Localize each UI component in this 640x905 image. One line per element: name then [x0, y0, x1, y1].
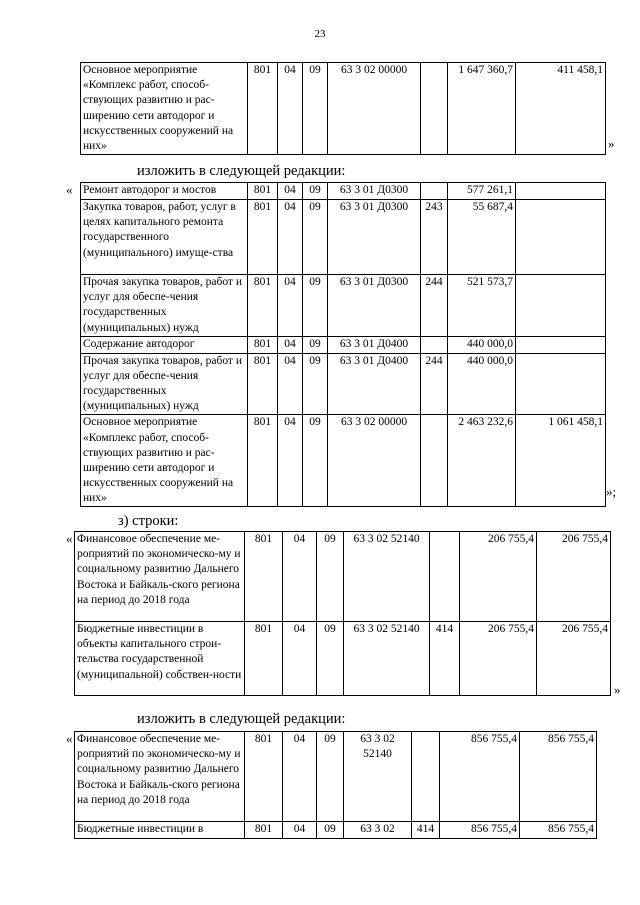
target-article-code: 63 3 01 Д0400 [328, 336, 421, 353]
table-row [81, 353, 606, 415]
close-quote: » [608, 136, 615, 151]
section-code: 04 [283, 532, 317, 622]
section-code: 04 [278, 336, 303, 353]
amount-1: 440 000,0 [448, 336, 516, 353]
amount-1: 521 573,7 [448, 275, 516, 337]
page-number: 23 [314, 28, 326, 40]
amount-1: 856 755,4 [440, 732, 520, 822]
row-name: Ремонт автодорог и мостов [81, 183, 248, 200]
table-row [75, 622, 611, 696]
subsection-code: 09 [303, 183, 328, 200]
open-quote: « [66, 731, 73, 746]
amount-1: 440 000,0 [448, 353, 516, 415]
section-code: 04 [278, 353, 303, 415]
target-article-code: 63 3 01 Д0400 [328, 353, 421, 415]
ved-code: 801 [245, 532, 283, 622]
section-code: 04 [278, 415, 303, 507]
amount-2 [516, 200, 606, 275]
row-name: Содержание автодорог [81, 336, 248, 353]
table-body [81, 183, 606, 507]
amount-1: 577 261,1 [448, 183, 516, 200]
subsection-code: 09 [303, 63, 328, 155]
row-name: Закупка товаров, работ, услуг в целях капитального ремонта государственного (муниципального) имуще-ства [81, 200, 248, 275]
ved-code: 801 [248, 63, 278, 155]
table-row [81, 275, 606, 337]
heading-rows: з) строки: [118, 513, 179, 529]
section-code: 04 [278, 63, 303, 155]
subsection-code: 09 [317, 532, 344, 622]
amount-1: 206 755,4 [460, 532, 537, 622]
heading-new-redaction-2: изложить в следующей редакции: [137, 711, 346, 727]
expense-type-code: 414 [412, 822, 440, 839]
row-name: Основное мероприятие «Комплекс работ, способ-ствующих развитию и рас-ширению сети автодорог и искусственных сооружений на них» [81, 415, 248, 507]
ved-code: 801 [248, 415, 278, 507]
row-name: Прочая закупка товаров, работ и услуг для обеспе-чения государственных (муниципальных) нужд [81, 275, 248, 337]
table-row [81, 415, 606, 507]
expense-type-code: 244 [421, 275, 448, 337]
ved-code: 801 [245, 622, 283, 696]
amount-2 [516, 275, 606, 337]
table-row [75, 822, 597, 839]
amount-2: 856 755,4 [520, 732, 597, 822]
target-article-code: 63 3 01 Д0300 [328, 275, 421, 337]
expense-type-code: 414 [430, 622, 460, 696]
expense-type-code: 244 [421, 353, 448, 415]
table-row [75, 732, 597, 822]
amount-1: 206 755,4 [460, 622, 537, 696]
row-name: Прочая закупка товаров, работ и услуг для обеспе-чения государственных (муниципальных) нужд [81, 353, 248, 415]
amount-2: 206 755,4 [537, 532, 611, 622]
budget-table-new-far-east [74, 731, 597, 839]
section-code: 04 [283, 822, 317, 839]
target-article-code: 63 3 02 52140 [344, 532, 430, 622]
target-article-code: 63 3 02 52140 [344, 622, 430, 696]
subsection-code: 09 [303, 415, 328, 507]
heading-new-redaction-1: изложить в следующей редакции: [137, 163, 346, 179]
subsection-code: 09 [303, 275, 328, 337]
open-quote: « [66, 182, 73, 197]
row-name: Бюджетные инвестиции в объекты капитального строи-тельства государственной (муниципальной) собствен-ности [75, 622, 245, 696]
expense-type-code: 243 [421, 200, 448, 275]
ved-code: 801 [248, 200, 278, 275]
amount-2 [516, 336, 606, 353]
target-article-code: 63 3 01 Д0300 [328, 200, 421, 275]
amount-2: 411 458,1 [516, 63, 606, 155]
amount-2 [516, 353, 606, 415]
ved-code: 801 [248, 183, 278, 200]
table-body [75, 732, 597, 839]
subsection-code: 09 [317, 622, 344, 696]
amount-2 [516, 183, 606, 200]
table-row [75, 532, 611, 622]
subsection-code: 09 [317, 732, 344, 822]
expense-type-code [430, 532, 460, 622]
row-name: Финансовое обеспечение ме-роприятий по экономическо-му и социальному развитию Дальнего Востока и Байкаль-ского региона на период до 2018 года [75, 532, 245, 622]
subsection-code: 09 [303, 353, 328, 415]
target-article-code: 63 3 02 52140 [344, 732, 412, 822]
subsection-code: 09 [317, 822, 344, 839]
budget-table-new-roads [80, 182, 606, 507]
budget-table-old-main-event [80, 62, 606, 155]
target-article-code: 63 3 01 Д0300 [328, 183, 421, 200]
section-code: 04 [283, 622, 317, 696]
table-body [81, 63, 606, 155]
amount-1: 1 647 360,7 [448, 63, 516, 155]
expense-type-code [421, 336, 448, 353]
table-row [81, 200, 606, 275]
ved-code: 801 [248, 336, 278, 353]
section-code: 04 [278, 200, 303, 275]
table-row [81, 63, 606, 155]
expense-type-code [421, 415, 448, 507]
table-body [75, 532, 611, 696]
open-quote: « [66, 531, 73, 546]
target-article-code: 63 3 02 00000 [328, 415, 421, 507]
expense-type-code [412, 732, 440, 822]
ved-code: 801 [248, 275, 278, 337]
expense-type-code [421, 63, 448, 155]
target-article-code: 63 3 02 00000 [328, 63, 421, 155]
ved-code: 801 [248, 353, 278, 415]
subsection-code: 09 [303, 200, 328, 275]
amount-2: 1 061 458,1 [516, 415, 606, 507]
section-code: 04 [278, 183, 303, 200]
ved-code: 801 [245, 732, 283, 822]
expense-type-code [421, 183, 448, 200]
table-row [81, 336, 606, 353]
budget-table-old-far-east [74, 531, 611, 696]
subsection-code: 09 [303, 336, 328, 353]
section-code: 04 [283, 732, 317, 822]
row-name: Финансовое обеспечение ме-роприятий по экономическо-му и социальному развитию Дальнего Востока и Байкаль-ского региона на период до 2018 года [75, 732, 245, 822]
close-quote-semicolon: »; [606, 484, 617, 499]
table-row [81, 183, 606, 200]
amount-1: 55 687,4 [448, 200, 516, 275]
section-code: 04 [278, 275, 303, 337]
row-name: Бюджетные инвестиции в [75, 822, 245, 839]
target-article-code: 63 3 02 [344, 822, 412, 839]
amount-2: 206 755,4 [537, 622, 611, 696]
amount-1: 856 755,4 [440, 822, 520, 839]
amount-1: 2 463 232,6 [448, 415, 516, 507]
row-name: Основное мероприятие «Комплекс работ, способ-ствующих развитию и рас-ширению сети автодорог и искусственных сооружений на них» [81, 63, 248, 155]
amount-2: 856 755,4 [520, 822, 597, 839]
ved-code: 801 [245, 822, 283, 839]
close-quote: » [614, 682, 621, 697]
